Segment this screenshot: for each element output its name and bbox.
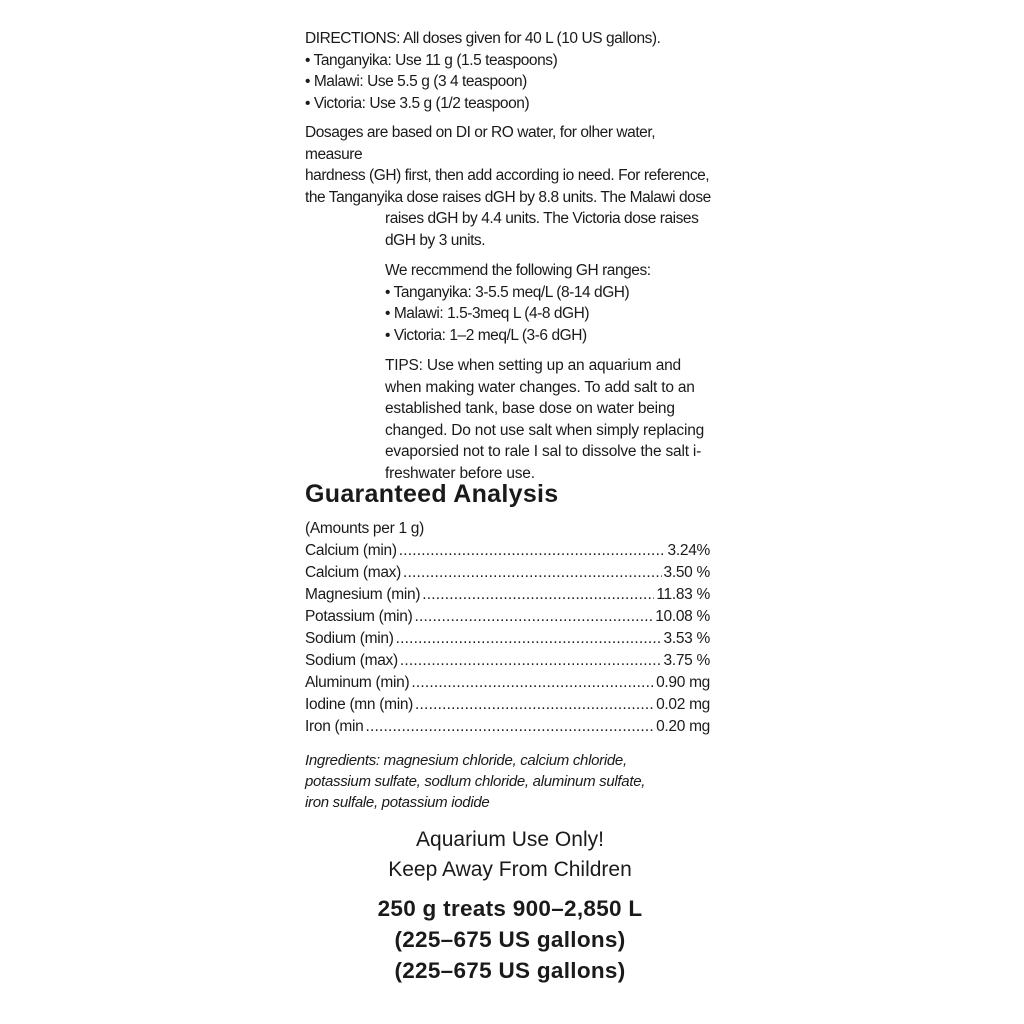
- analysis-row: [305, 628, 710, 650]
- dot-leader: [365, 716, 654, 738]
- analysis-row-name: Sodium (min): [305, 630, 394, 647]
- dot-leader: [422, 584, 654, 606]
- dose-list: [305, 50, 715, 115]
- ingredients-text: [305, 750, 715, 813]
- treats-line-gallons: (225–675 US gallons): [394, 927, 626, 952]
- analysis-row-name: Calcium (max): [305, 564, 401, 581]
- dot-leader: [400, 650, 662, 672]
- treats-line-amount: 250 g treats 900–2,850 L: [377, 896, 643, 921]
- dose-malawi: • Malawi: Use 5.5 g (3 4 teaspoon): [305, 73, 527, 90]
- ingredients-line: Ingredients: magnesium chloride, calcium chloride,: [305, 752, 627, 769]
- analysis-row-value: 3.75 %: [663, 652, 710, 669]
- gh-range-malawi: • Malawi: 1.5-3meq L (4-8 dGH): [385, 305, 590, 322]
- dose-victoria: • Victoria: Use 3.5 g (1/2 teaspoon): [305, 94, 530, 112]
- tips-line: evaporsied not to rale I sal to dissolve the salt i-: [385, 443, 702, 460]
- analysis-row-name: Sodium (max): [305, 652, 398, 669]
- analysis-row: [305, 672, 710, 694]
- analysis-row: [305, 584, 710, 606]
- analysis-row-value: 0.20 mg: [656, 718, 710, 735]
- guaranteed-analysis-title: Guaranteed Analysis: [305, 480, 559, 508]
- analysis-row: [305, 540, 710, 562]
- analysis-row-value: 3.53 %: [663, 630, 710, 647]
- treats-line-gallons-repeat: (225–675 US gallons): [394, 958, 626, 983]
- analysis-row: [305, 606, 710, 628]
- analysis-row-name: Iodine (mn (min): [305, 696, 414, 713]
- tips-line: changed. Do not use salt when simply replacing: [385, 421, 705, 439]
- tips-line: freshwater before use.: [385, 464, 535, 482]
- dosage-line: Dosages are based on DI or RO water, for olher water, measure: [305, 124, 656, 163]
- indented-block: [385, 260, 715, 484]
- analysis-row-name: Iron (min: [305, 718, 364, 735]
- dosage-paragraph-continued: [385, 208, 715, 251]
- tips-line: TIPS: Use when setting up an aquarium and: [385, 357, 681, 374]
- gh-range-tanganyika: • Tanganyika: 3-5.5 meq/L (8-14 dGH): [385, 283, 630, 301]
- ingredients-line: potassium sulfate, sodlum chloride, aluminum sulfate,: [305, 773, 646, 790]
- ingredients-line: iron sulfale, potassium iodide: [305, 794, 490, 811]
- analysis-row-value: 0.02 mg: [656, 696, 710, 713]
- analysis-row-value: 11.83 %: [656, 586, 710, 603]
- analysis-row: [305, 694, 710, 716]
- analysis-row: [305, 716, 710, 738]
- treats-text: [305, 893, 715, 986]
- directions-heading: DIRECTIONS: All doses given for 40 L (10 US gallons).: [305, 30, 661, 47]
- gh-ranges-heading: We reccmmend the following GH ranges:: [385, 262, 651, 279]
- analysis-row-name: Potassium (min): [305, 608, 413, 625]
- analysis-row: [305, 562, 710, 584]
- guaranteed-analysis-subtitle: (Amounts per 1 g): [305, 520, 424, 537]
- dot-leader: [403, 562, 662, 584]
- dose-tanganyika: • Tanganyika: Use 11 g (1.5 teaspoons): [305, 51, 558, 69]
- gh-range-victoria: • Victoria: 1–2 meq/L (3-6 dGH): [385, 326, 587, 344]
- dot-leader: [396, 628, 662, 650]
- tips-line: established tank, base dose on water being: [385, 400, 675, 417]
- analysis-row-name: Aluminum (min): [305, 674, 410, 691]
- dot-leader: [415, 694, 654, 716]
- guaranteed-analysis-table: [305, 518, 710, 738]
- analysis-row: [305, 650, 710, 672]
- tips-line: when making water changes. To add salt to an: [385, 378, 695, 396]
- analysis-row-value: 0.90 mg: [656, 674, 710, 691]
- analysis-row-name: Calcium (min): [305, 542, 397, 559]
- analysis-row-value: 10.08 %: [655, 608, 710, 625]
- dot-leader: [411, 672, 654, 694]
- analysis-row-value: 3.24%: [667, 542, 710, 559]
- dosage-line: dGH by 3 units.: [385, 231, 486, 249]
- gh-ranges-list: [385, 282, 715, 347]
- warning-line-keep-away: Keep Away From Children: [388, 858, 632, 881]
- tips-paragraph: [385, 355, 715, 484]
- warning-text: [305, 825, 715, 885]
- dot-leader: [399, 540, 666, 562]
- dosage-line: the Tanganyika dose raises dGH by 8.8 units. The Malawi dose: [305, 188, 711, 206]
- dosage-line: raises dGH by 4.4 units. The Victoria dose raises: [385, 210, 699, 227]
- dosage-line: hardness (GH) first, then add according io need. For reference,: [305, 167, 710, 184]
- analysis-row-value: 3.50 %: [663, 564, 710, 581]
- dot-leader: [414, 606, 653, 628]
- product-label: [305, 28, 715, 983]
- warning-line-aquarium-use: Aquarium Use Only!: [416, 828, 604, 851]
- directions-section: [305, 28, 715, 484]
- dosage-paragraph: [305, 122, 715, 208]
- analysis-row-name: Magnesium (min): [305, 586, 421, 603]
